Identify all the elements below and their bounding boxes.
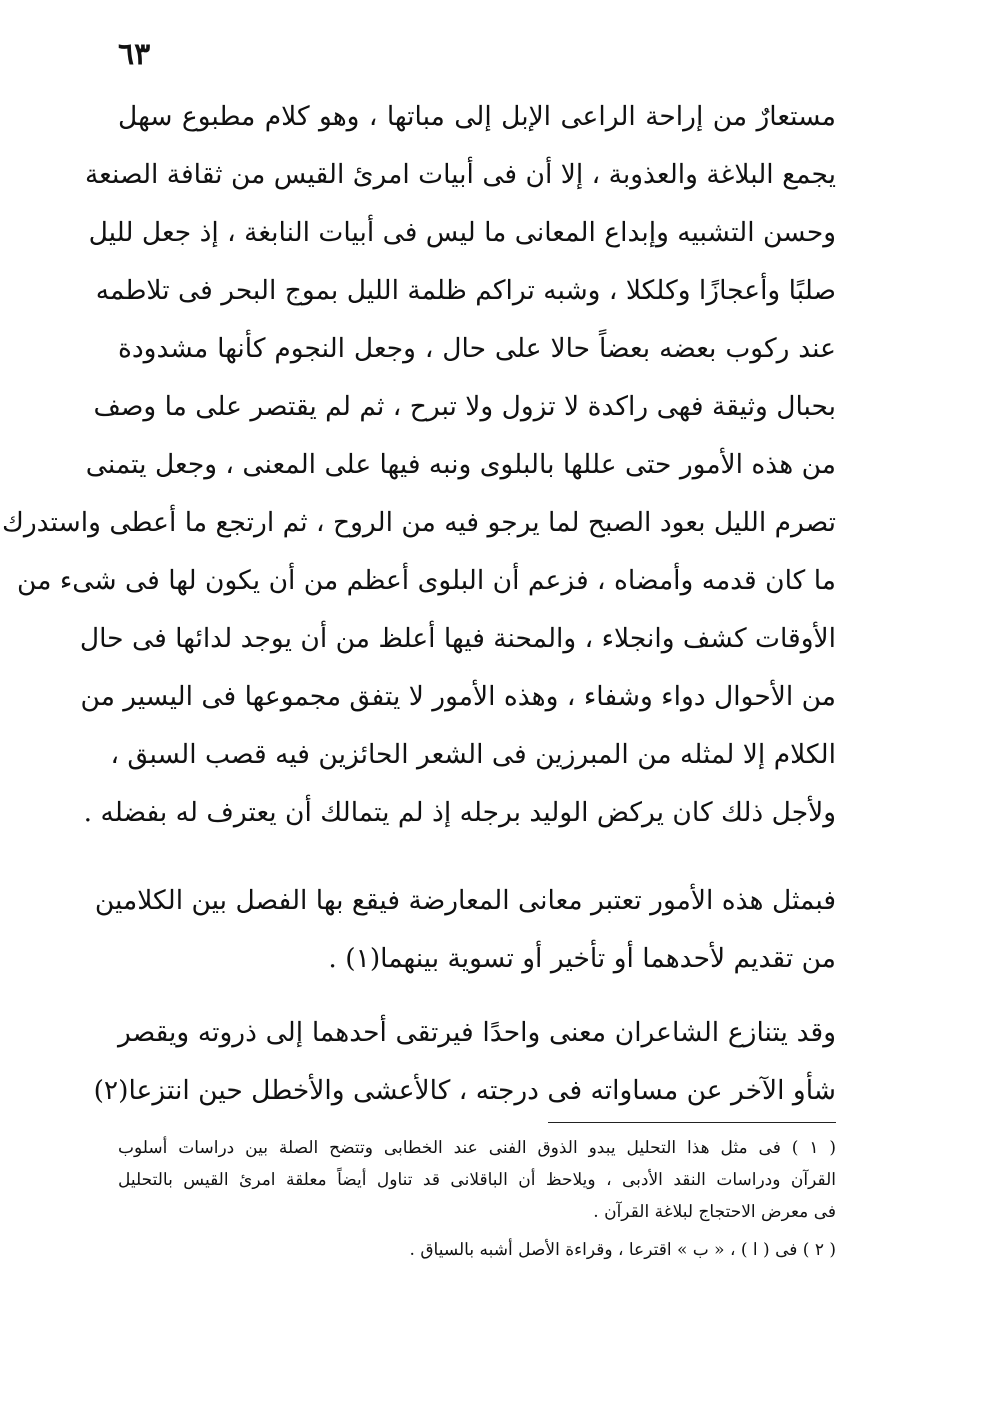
text-line: فبمثل هذه الأمور تعتبر معانى المعارضة فيقع بها الفصل بين الكلامين	[94, 885, 836, 916]
text-line: ولأجل ذلك كان يركض الوليد برجله إذ لم يتمالك أن يعترف له بفضله .	[83, 797, 836, 828]
text-line: يجمع البلاغة والعذوبة ، إلا أن فى أبيات امرئ القيس من ثقافة الصنعة	[84, 159, 836, 190]
text-line: ما كان قدمه وأمضاه ، فزعم أن البلوى أعظم من أن يكون لها فى شىء من	[17, 565, 836, 596]
text-line: وحسن التشبيه وإبداع المعانى ما ليس فى أبيات النابغة ، إذ جعل لليل	[88, 217, 836, 248]
footnotes	[118, 1132, 836, 1266]
footnote-line: ( ١ ) فى مثل هذا التحليل يبدو الذوق الفنى عند الخطابى وتتضح الصلة بين دراسات أسلوب	[118, 1138, 836, 1158]
text-line: من هذه الأمور حتى عللها بالبلوى ونبه فيها على المعنى ، وجعل يتمنى	[85, 449, 836, 480]
footnote-line: القرآن ودراسات النقد الأدبى ، ويلاحظ أن الباقلانى قد تناول أيضاً معلقة امرئ القيس بالتحليل	[118, 1170, 836, 1190]
text-line: صلبًا وأعجازًا وكلكلا ، وشبه تراكم ظلمة الليل بموج البحر فى تلاطمه	[95, 275, 836, 306]
paragraph-3	[93, 1004, 836, 1120]
text-line: مستعارٌ من إراحة الراعى الإبل إلى مباتها ، وهو كلام مطبوع سهل	[118, 101, 836, 132]
text-line: عند ركوب بعضه بعضاً حالا على حال ، وجعل النجوم كأنها مشدودة	[118, 333, 836, 364]
footnote-line: ( ٢ ) فى ( ا ) ، « ب » اقترعا ، وقراءة الأصل أشبه بالسياق .	[409, 1240, 836, 1260]
text-line: وقد يتنازع الشاعران معنى واحدًا فيرتقى أحدهما إلى ذروته ويقصر	[118, 1017, 836, 1048]
text-line: من تقديم لأحدهما أو تأخير أو تسوية بينهما(١) .	[328, 943, 836, 974]
footnote-line: فى معرض الاحتجاج لبلاغة القرآن .	[593, 1202, 836, 1222]
text-line: بحبال وثيقة فهى راكدة لا تزول ولا تبرح ، ثم لم يقتصر على ما وصف	[93, 391, 836, 422]
paragraph-1	[2, 88, 836, 842]
text-line: تصرم الليل بعود الصبح لما يرجو فيه من الروح ، ثم ارتجع ما أعطى واستدرك	[2, 507, 836, 538]
text-line: الكلام إلا لمثله من المبرزين فى الشعر الحائزين فيه قصب السبق ،	[110, 739, 836, 770]
text-line: من الأحوال دواء وشفاء ، وهذه الأمور لا يتفق مجموعها فى اليسير من	[80, 681, 836, 712]
text-line: شأو الآخر عن مساواته فى درجته ، كالأعشى والأخطل حين انتزعا(٢)	[93, 1075, 836, 1106]
footnote-2	[118, 1234, 836, 1266]
page-number: ٦٣	[118, 37, 151, 72]
paragraph-2	[94, 872, 836, 988]
text-line: الأوقات كشف وانجلاء ، والمحنة فيها أعلظ من أن يوجد لدائها فى حال	[79, 623, 836, 654]
footnote-divider	[548, 1122, 836, 1123]
footnote-1	[118, 1132, 836, 1228]
